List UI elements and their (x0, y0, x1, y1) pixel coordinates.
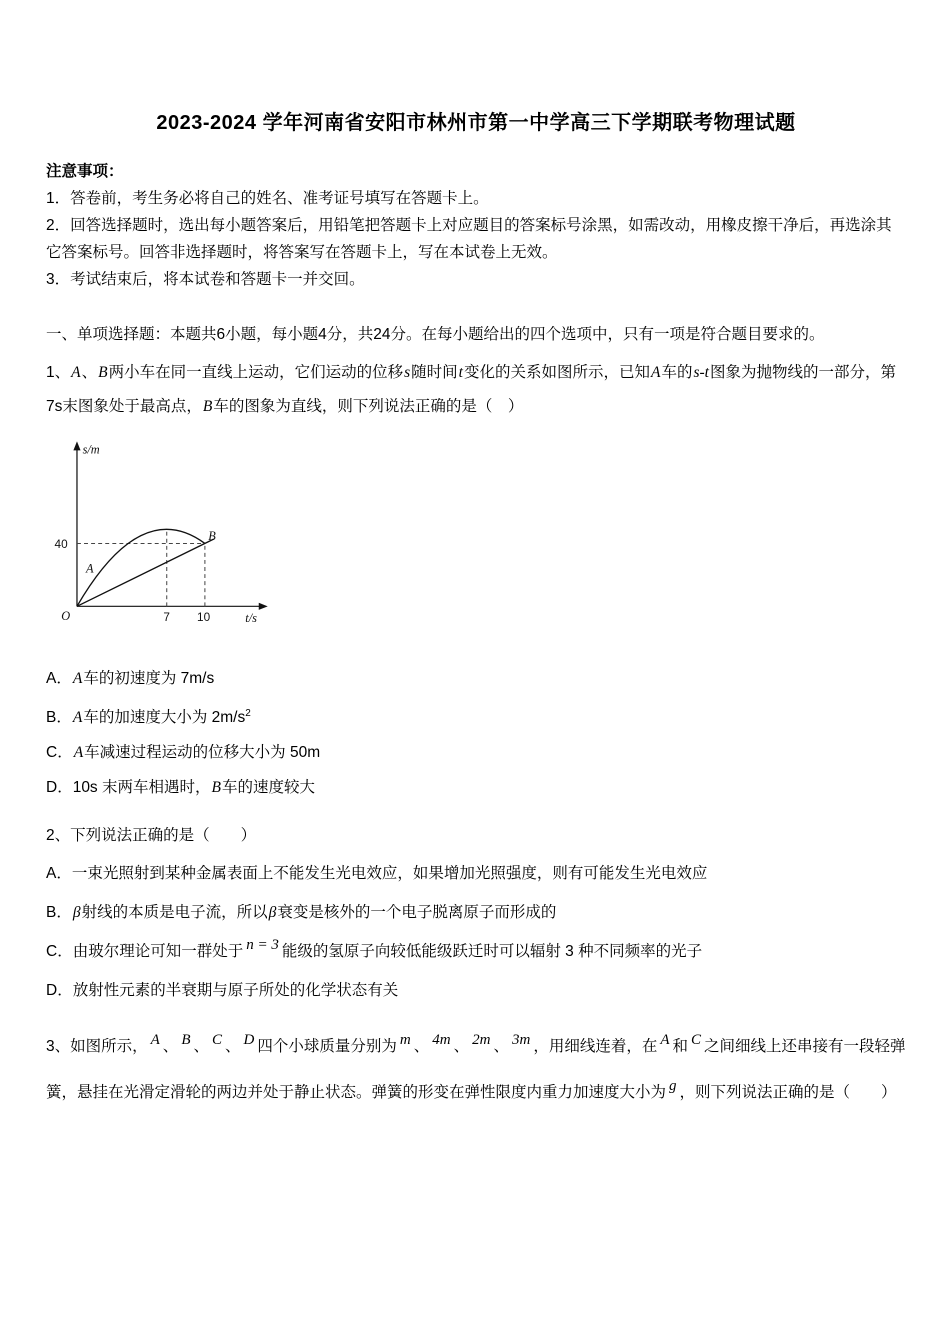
text-segment: 3、如图所示， (46, 1038, 148, 1056)
notice-item-2: 2．回答选择题时，选出每小题答案后，用铅笔把答题卡上对应题目的答案标号涂黑，如需改动，用橡皮擦干净后，再选涂其它答案标号。回答非选择题时，将答案写在答题卡上，写在本试卷上无效。 (46, 217, 892, 261)
math-segment: A (150, 1032, 160, 1049)
notice-section (46, 159, 906, 293)
q1-graph-svg (52, 438, 277, 631)
text-segment: 和 (672, 1038, 689, 1056)
math-segment: g (669, 1078, 677, 1095)
math-segment: B (211, 779, 221, 797)
math-segment: A (660, 1032, 670, 1049)
text-segment: 变化的关系如图所示，已知 (463, 364, 650, 381)
text-segment: B． (46, 904, 72, 922)
text-segment: 车的速度较大 (221, 779, 315, 797)
q1-option-c (46, 740, 906, 766)
q1-displacement-time-graph (52, 438, 906, 636)
math-segment: s (404, 364, 411, 381)
math-segment: B (98, 364, 108, 381)
x-tick-7: 7 (163, 610, 170, 624)
text-segment: 之间细线上还串接有一段轻弹簧，悬挂在光滑定滑轮的两边并处于静止状态。弹簧的形变在弹性限度内重力加速度大小为 (46, 1038, 906, 1102)
math-segment: A (73, 744, 84, 762)
text-segment: 车减速过程运动的位移大小为 50m (84, 744, 321, 762)
math-segment: s-t (693, 364, 709, 381)
text-segment: ，用细线连着，在 (533, 1038, 658, 1056)
text-segment: 、 (193, 1038, 209, 1056)
text-segment: 、 (162, 1038, 179, 1056)
origin-label: O (61, 608, 71, 623)
text-segment: 车的 (661, 364, 693, 381)
text-segment: 两小车在同一直线上运动，它们运动的位移 (108, 364, 404, 381)
text-segment: 1、 (46, 364, 71, 381)
section-1-heading: 一、单项选择题：本题共6小题，每小题4分，共24分。在每小题给出的四个选项中，只有一项是符合题目要求的。 (46, 326, 825, 343)
page-title: 2023-2024 学年河南省安阳市林州市第一中学高三下学期联考物理试题 (156, 112, 796, 134)
q1-option-b (46, 701, 906, 731)
text-segment: 车的图象为直线，则下列说法正确的是（ ） (213, 398, 524, 415)
text-segment: ，则下列说法正确的是（ ） (679, 1084, 897, 1102)
text-segment: 能级的氢原子向较低能级跃迁时可以辐射 3 种不同频率的光子 (281, 943, 703, 961)
y-axis-label: s/m (82, 442, 100, 457)
math-segment: A (650, 364, 661, 381)
x-axis-label: t/s (245, 611, 257, 626)
text-segment: 、 (225, 1038, 241, 1056)
text-segment: 图象为抛物线的一部分，第7s末图象处于最高点， (46, 364, 896, 415)
y-tick-40: 40 (54, 537, 68, 551)
text-segment: 随时间 (411, 364, 458, 381)
text-segment: 、 (453, 1038, 470, 1056)
text-segment: 车的加速度大小为 2m/s (83, 709, 246, 727)
math-segment: A (71, 364, 81, 381)
straight-line-b (77, 539, 214, 606)
x-tick-10: 10 (197, 610, 211, 624)
text-segment: 、 (81, 364, 98, 381)
math-segment: B (181, 1032, 191, 1049)
text-segment: B． (46, 709, 72, 727)
math-segment: A (72, 709, 83, 727)
text-segment: A． (46, 670, 72, 687)
text-segment: A．一束光照射到某种金属表面上不能发生光电效应，如果增加光照强度，则有可能发生光电效应 (46, 865, 708, 883)
q1-option-a (46, 666, 906, 692)
text-segment: 四个小球质量分别为 (257, 1038, 397, 1056)
math-segment: 2 (245, 708, 251, 719)
q2-option-c (46, 939, 906, 965)
text-segment: C． (46, 744, 73, 762)
text-segment: C．由玻尔理论可知一群处于 (46, 943, 244, 961)
notice-heading: 注意事项： (46, 163, 124, 180)
question-1-stem (46, 356, 906, 424)
math-segment: C (212, 1032, 223, 1049)
text-segment: 、 (493, 1038, 509, 1056)
math-segment: m (399, 1032, 411, 1049)
curve-b-label: B (208, 529, 216, 544)
math-segment: β (268, 904, 277, 922)
text-segment: 2、下列说法正确的是（ ） (46, 827, 257, 845)
q1-option-d (46, 775, 906, 801)
notice-item-3: 3．考试结束后，将本试卷和答题卡一并交回。 (46, 271, 365, 288)
math-segment: A (72, 670, 83, 687)
text-segment: 车的初速度为 7m/s (83, 670, 215, 687)
math-segment: D (243, 1032, 255, 1049)
math-segment: B (202, 398, 213, 415)
math-segment: β (72, 904, 81, 922)
q2-option-b (46, 900, 906, 926)
math-segment: 2m (472, 1032, 491, 1049)
math-segment: 4m (432, 1032, 451, 1049)
text-segment: 、 (413, 1038, 430, 1056)
x-axis-arrow-icon (259, 603, 268, 610)
text-segment: 射线的本质是电子流，所以 (81, 904, 268, 922)
text-segment: D．10s 末两车相遇时， (46, 779, 211, 797)
text-segment: 衰变是核外的一个电子脱离原子而形成的 (277, 904, 557, 922)
question-3-stem (46, 1024, 906, 1116)
curve-a-label: A (85, 561, 94, 576)
math-segment: n = 3 (246, 937, 279, 954)
text-segment: D．放射性元素的半衰期与原子所处的化学状态有关 (46, 982, 399, 1000)
math-segment: t (458, 364, 463, 381)
notice-item-1: 1．答卷前，考生务必将自己的姓名、准考证号填写在答题卡上。 (46, 190, 489, 207)
math-segment: C (691, 1032, 702, 1049)
q2-option-a (46, 861, 906, 887)
parabola-curve-a (77, 529, 205, 606)
q2-option-d (46, 978, 906, 1004)
question-2-stem (46, 823, 906, 849)
y-axis-arrow-icon (73, 441, 80, 450)
math-segment: 3m (511, 1032, 531, 1049)
